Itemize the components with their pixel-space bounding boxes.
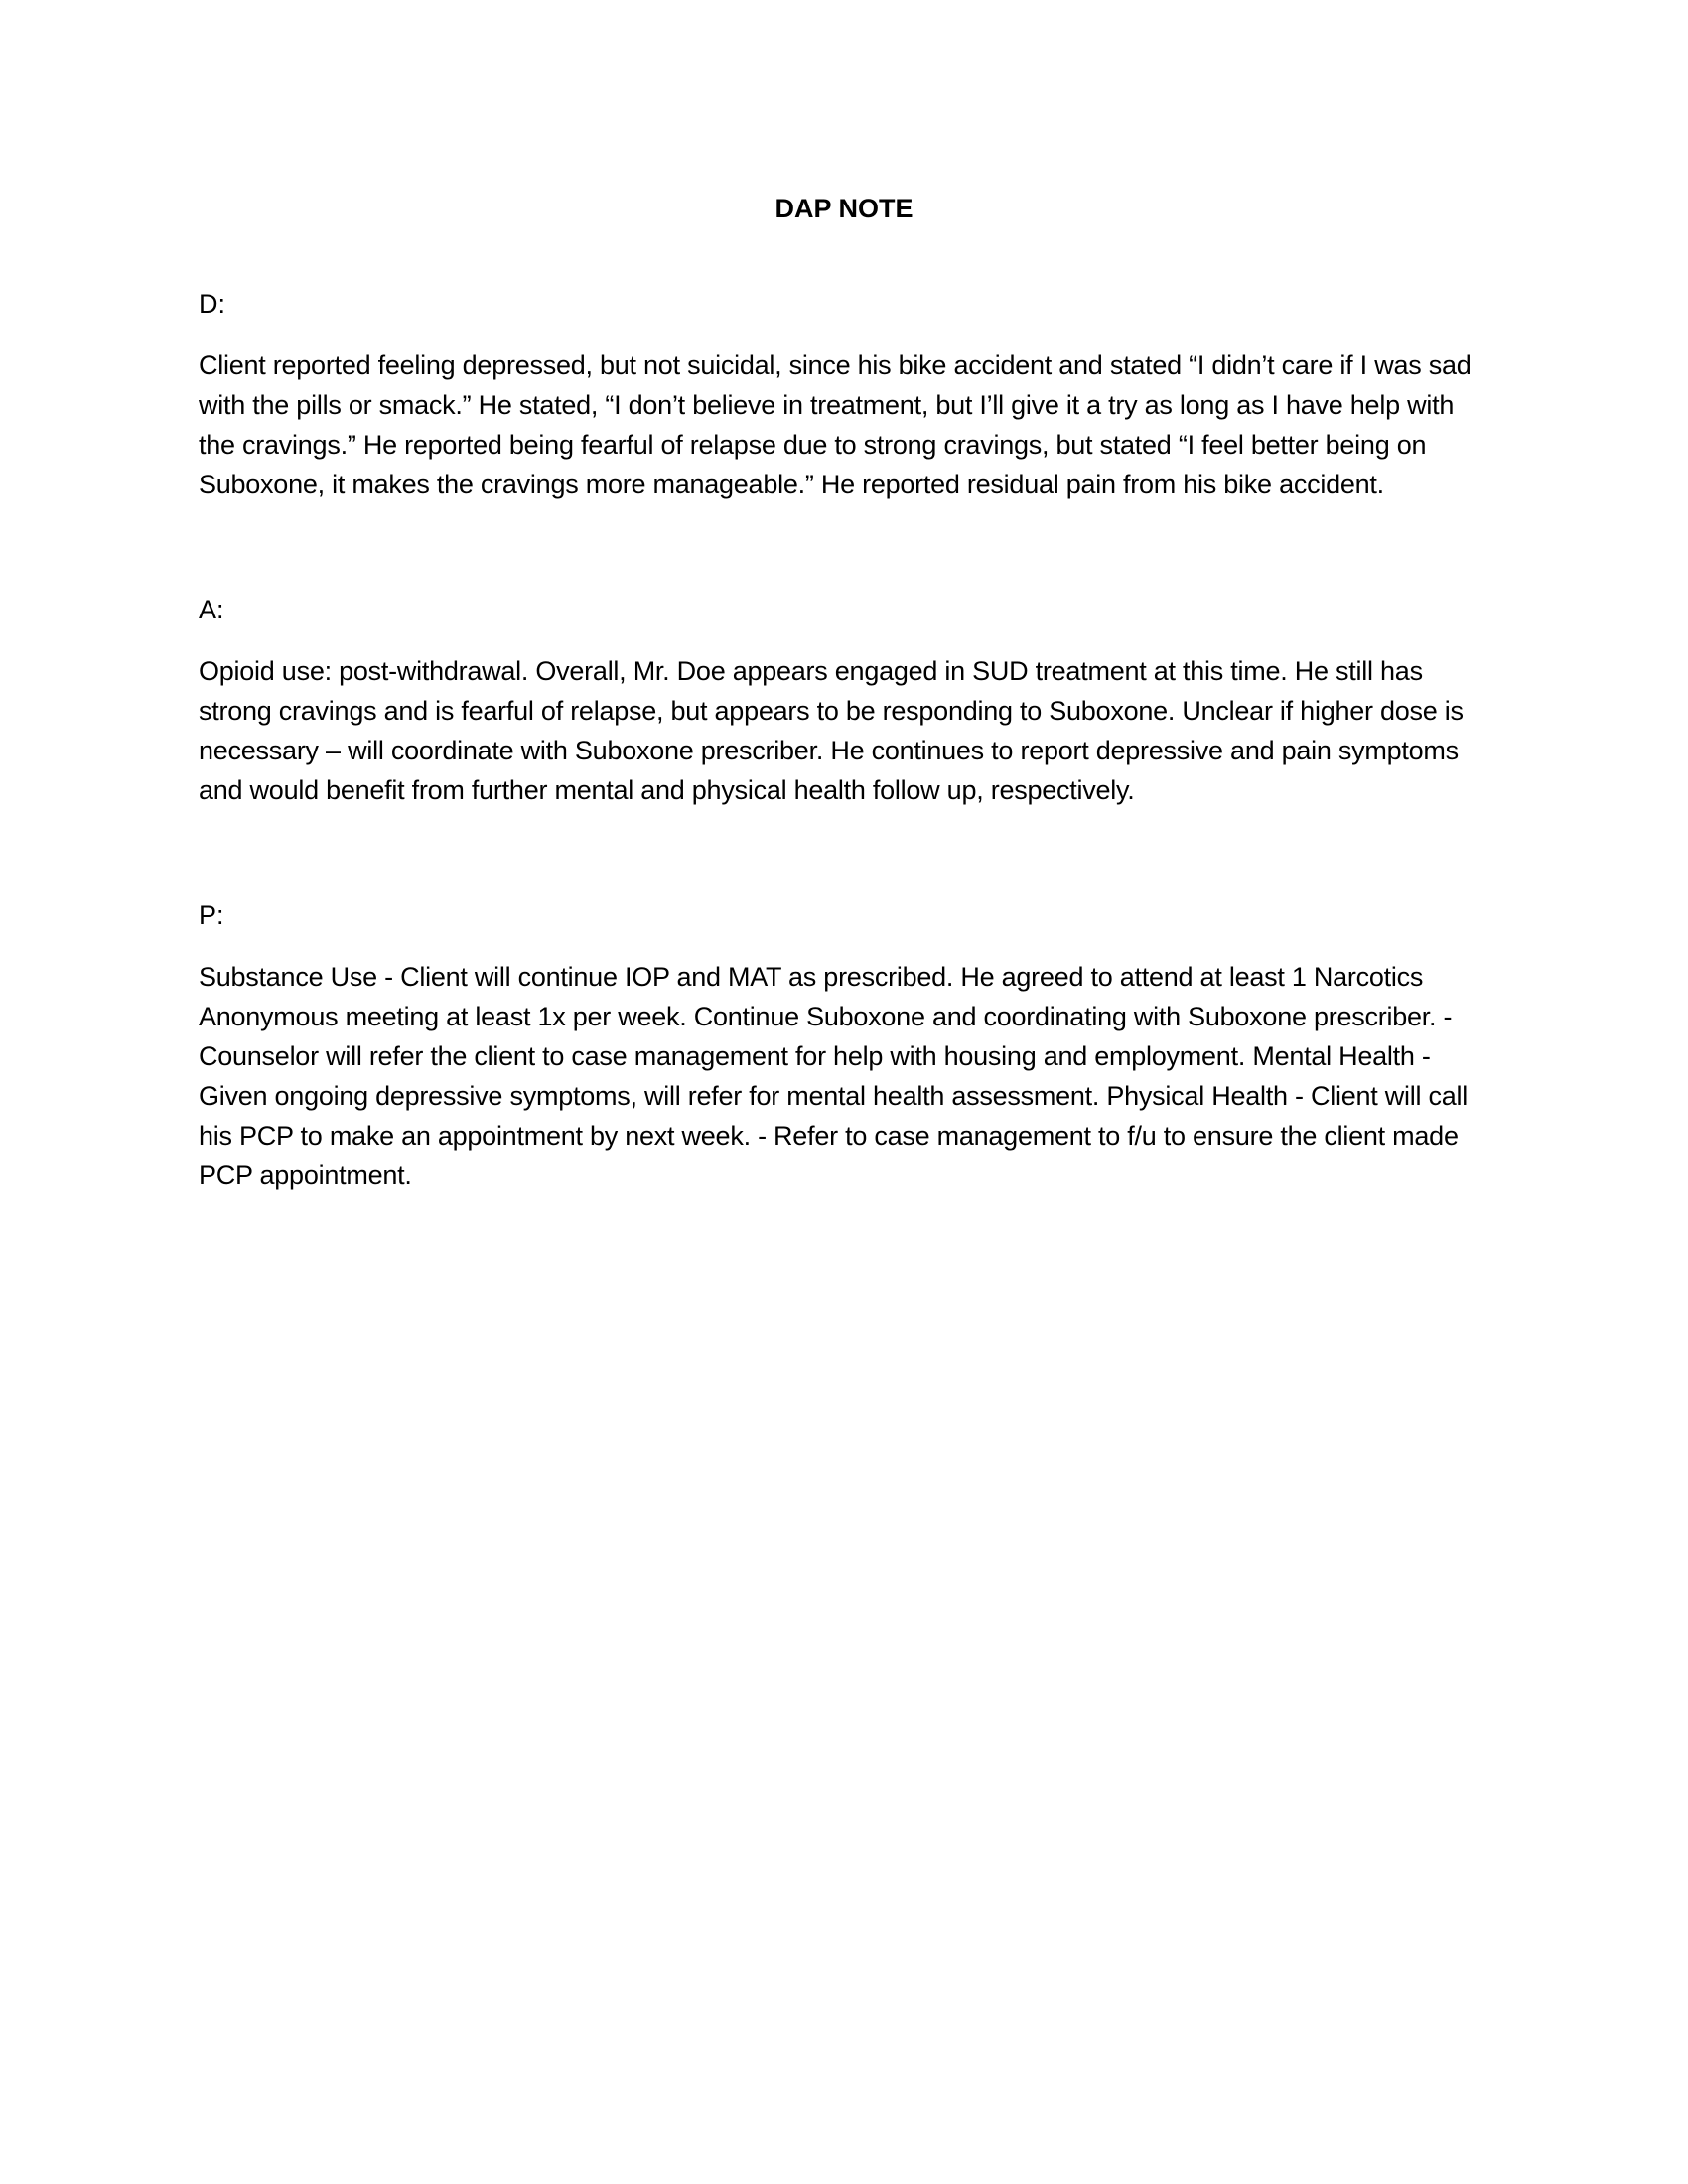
section-label-data: D:	[199, 289, 225, 319]
section-body-data: Client reported feeling depressed, but not suicidal, since his bike accident and stated “I didn’t care if I was sad with the pills or smack.” He stated, “I don’t believe in treatment, but I’ll give it a try as long as I have help with the cravings.” He reported being fearful of relapse due to strong cravings, but stated “I feel better being on Suboxone, it makes the cravings more manageable.” He reported residual pain from his bike accident.	[199, 350, 1472, 499]
section-body-assessment: Opioid use: post-withdrawal. Overall, Mr. Doe appears engaged in SUD treatment at this time. He still has strong cravings and is fearful of relapse, but appears to be responding to Suboxone. Unclear if higher dose is necessary – will coordinate with Suboxone prescriber. He continues to report depressive and pain symptoms and would benefit from further mental and physical health follow up, respectively.	[199, 656, 1464, 805]
document-title: DAP NOTE	[774, 194, 914, 223]
section-data	[199, 284, 1489, 504]
section-body-plan: Substance Use - Client will continue IOP and MAT as prescribed. He agreed to attend at least 1 Narcotics Anonymous meeting at least 1x per week. Continue Suboxone and coordinating with Suboxone prescriber. - Counselor will refer the client to case management for help with housing and employment. Mental Health - Given ongoing depressive symptoms, will refer for mental health assessment. Physical Health - Client will call his PCP to make an appointment by next week. - Refer to case management to f/u to ensure the client made PCP appointment.	[199, 962, 1469, 1190]
section-plan	[199, 895, 1489, 1195]
section-label-plan: P:	[199, 900, 224, 930]
document-content	[199, 189, 1489, 1281]
section-assessment	[199, 590, 1489, 810]
section-label-assessment: A:	[199, 595, 224, 624]
